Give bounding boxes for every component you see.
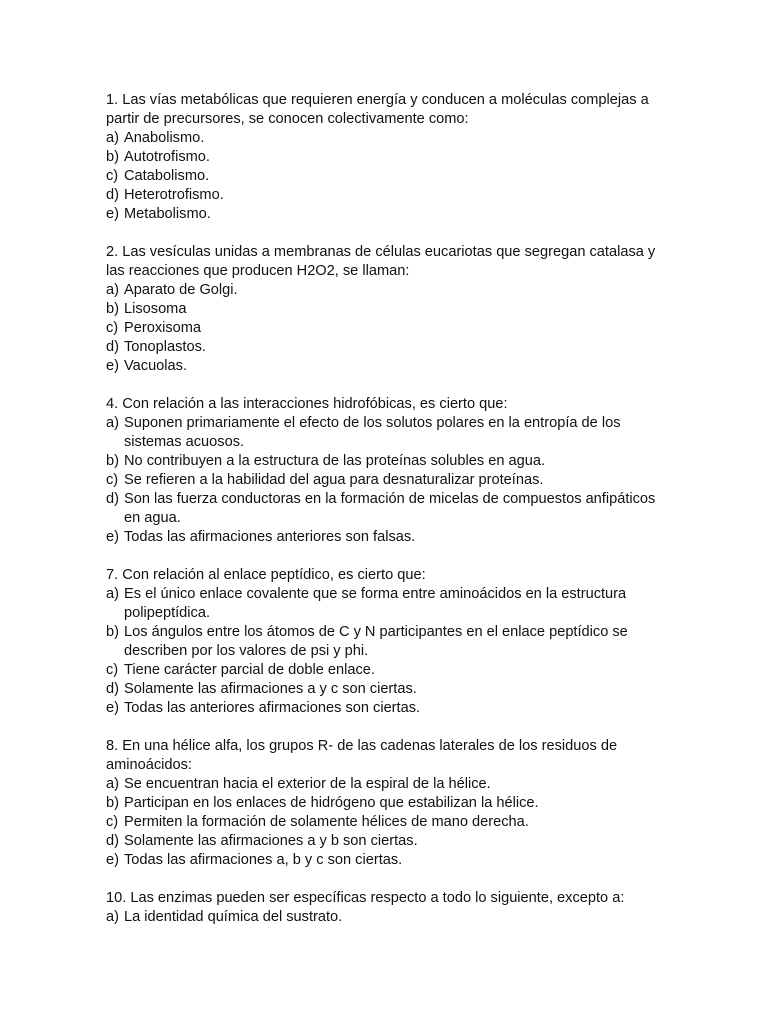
option-letter: d) <box>106 491 119 507</box>
option-letter: d) <box>106 339 119 355</box>
option-letter: b) <box>106 453 119 469</box>
option-text: Es el único enlace covalente que se forma entre aminoácidos en la estructura polipeptídica. <box>124 586 627 621</box>
answer-option <box>106 623 666 661</box>
option-letter: b) <box>106 624 119 640</box>
answer-option <box>106 908 666 927</box>
answer-option <box>106 680 666 699</box>
option-text: Solamente las afirmaciones a y b son ciertas. <box>124 833 418 849</box>
answer-option <box>106 528 666 547</box>
option-letter: e) <box>106 852 119 868</box>
question-2 <box>106 243 666 376</box>
answer-options <box>106 129 666 224</box>
option-text: Tiene carácter parcial de doble enlace. <box>124 662 375 678</box>
option-text: Los ángulos entre los átomos de C y N participantes en el enlace peptídico se describen por los valores de psi y phi. <box>124 624 628 659</box>
option-text: Suponen primariamente el efecto de los solutos polares en la entropía de los sistemas acuosos. <box>124 415 621 450</box>
option-letter: e) <box>106 206 119 222</box>
answer-option <box>106 167 666 186</box>
answer-option <box>106 699 666 718</box>
answer-options <box>106 414 666 547</box>
option-letter: a) <box>106 282 119 298</box>
question-5 <box>106 737 666 870</box>
answer-option <box>106 490 666 528</box>
option-text: Heterotrofismo. <box>124 187 224 203</box>
question-stem: 7. Con relación al enlace peptídico, es cierto que: <box>106 567 426 583</box>
option-text: Metabolismo. <box>124 206 211 222</box>
answer-option <box>106 471 666 490</box>
option-letter: c) <box>106 168 119 184</box>
option-letter: b) <box>106 149 119 165</box>
option-text: Catabolismo. <box>124 168 210 184</box>
answer-option <box>106 148 666 167</box>
option-letter: a) <box>106 130 119 146</box>
option-letter: e) <box>106 358 119 374</box>
answer-option <box>106 300 666 319</box>
option-text: Se refieren a la habilidad del agua para desnaturalizar proteínas. <box>124 472 544 488</box>
option-letter: b) <box>106 301 119 317</box>
option-text: Solamente las afirmaciones a y c son ciertas. <box>124 681 417 697</box>
option-letter: c) <box>106 320 119 336</box>
answer-option <box>106 585 666 623</box>
answer-option <box>106 661 666 680</box>
option-letter: d) <box>106 187 119 203</box>
option-text: Se encuentran hacia el exterior de la espiral de la hélice. <box>124 776 491 792</box>
answer-option <box>106 319 666 338</box>
answer-option <box>106 794 666 813</box>
answer-options <box>106 775 666 870</box>
option-text: Todas las afirmaciones a, b y c son ciertas. <box>124 852 403 868</box>
question-stem: 1. Las vías metabólicas que requieren energía y conducen a moléculas complejas a partir de precursores, se conocen colectivamente como: <box>106 92 649 127</box>
answer-option <box>106 129 666 148</box>
answer-option <box>106 851 666 870</box>
question-6 <box>106 889 666 927</box>
option-letter: a) <box>106 909 119 925</box>
option-letter: c) <box>106 814 119 830</box>
option-letter: b) <box>106 795 119 811</box>
answer-options <box>106 281 666 376</box>
question-stem: 4. Con relación a las interacciones hidrofóbicas, es cierto que: <box>106 396 508 412</box>
option-text: Lisosoma <box>124 301 187 317</box>
answer-option <box>106 338 666 357</box>
option-letter: a) <box>106 586 119 602</box>
answer-option <box>106 832 666 851</box>
option-text: Participan en los enlaces de hidrógeno que estabilizan la hélice. <box>124 795 539 811</box>
answer-options <box>106 908 666 927</box>
option-text: Son las fuerza conductoras en la formación de micelas de compuestos anfipáticos en agua. <box>124 491 656 526</box>
option-letter: a) <box>106 415 119 431</box>
option-text: Autotrofismo. <box>124 149 210 165</box>
answer-option <box>106 414 666 452</box>
option-text: La identidad química del sustrato. <box>124 909 343 925</box>
question-stem: 10. Las enzimas pueden ser específicas respecto a todo lo siguiente, excepto a: <box>106 890 625 906</box>
option-text: Aparato de Golgi. <box>124 282 238 298</box>
answer-option <box>106 813 666 832</box>
option-letter: c) <box>106 472 119 488</box>
option-text: Peroxisoma <box>124 320 202 336</box>
question-stem: 8. En una hélice alfa, los grupos R- de las cadenas laterales de los residuos de aminoácidos: <box>106 738 618 773</box>
answer-option <box>106 452 666 471</box>
answer-option <box>106 357 666 376</box>
option-text: Anabolismo. <box>124 130 205 146</box>
option-letter: c) <box>106 662 119 678</box>
question-4 <box>106 566 666 718</box>
answer-options <box>106 585 666 718</box>
option-letter: d) <box>106 681 119 697</box>
option-letter: e) <box>106 700 119 716</box>
option-text: Tonoplastos. <box>124 339 206 355</box>
answer-option <box>106 205 666 224</box>
option-text: Permiten la formación de solamente hélices de mano derecha. <box>124 814 529 830</box>
question-1 <box>106 91 666 224</box>
option-letter: e) <box>106 529 119 545</box>
question-stem: 2. Las vesículas unidas a membranas de células eucariotas que segregan catalasa y las reacciones que producen H2O2, se llaman: <box>106 244 656 279</box>
question-3 <box>106 395 666 547</box>
option-text: Todas las afirmaciones anteriores son falsas. <box>124 529 416 545</box>
answer-option <box>106 775 666 794</box>
question-list <box>106 91 666 946</box>
answer-option <box>106 186 666 205</box>
option-text: No contribuyen a la estructura de las proteínas solubles en agua. <box>124 453 546 469</box>
option-text: Vacuolas. <box>124 358 188 374</box>
answer-option <box>106 281 666 300</box>
option-letter: d) <box>106 833 119 849</box>
option-letter: a) <box>106 776 119 792</box>
option-text: Todas las anteriores afirmaciones son ciertas. <box>124 700 421 716</box>
